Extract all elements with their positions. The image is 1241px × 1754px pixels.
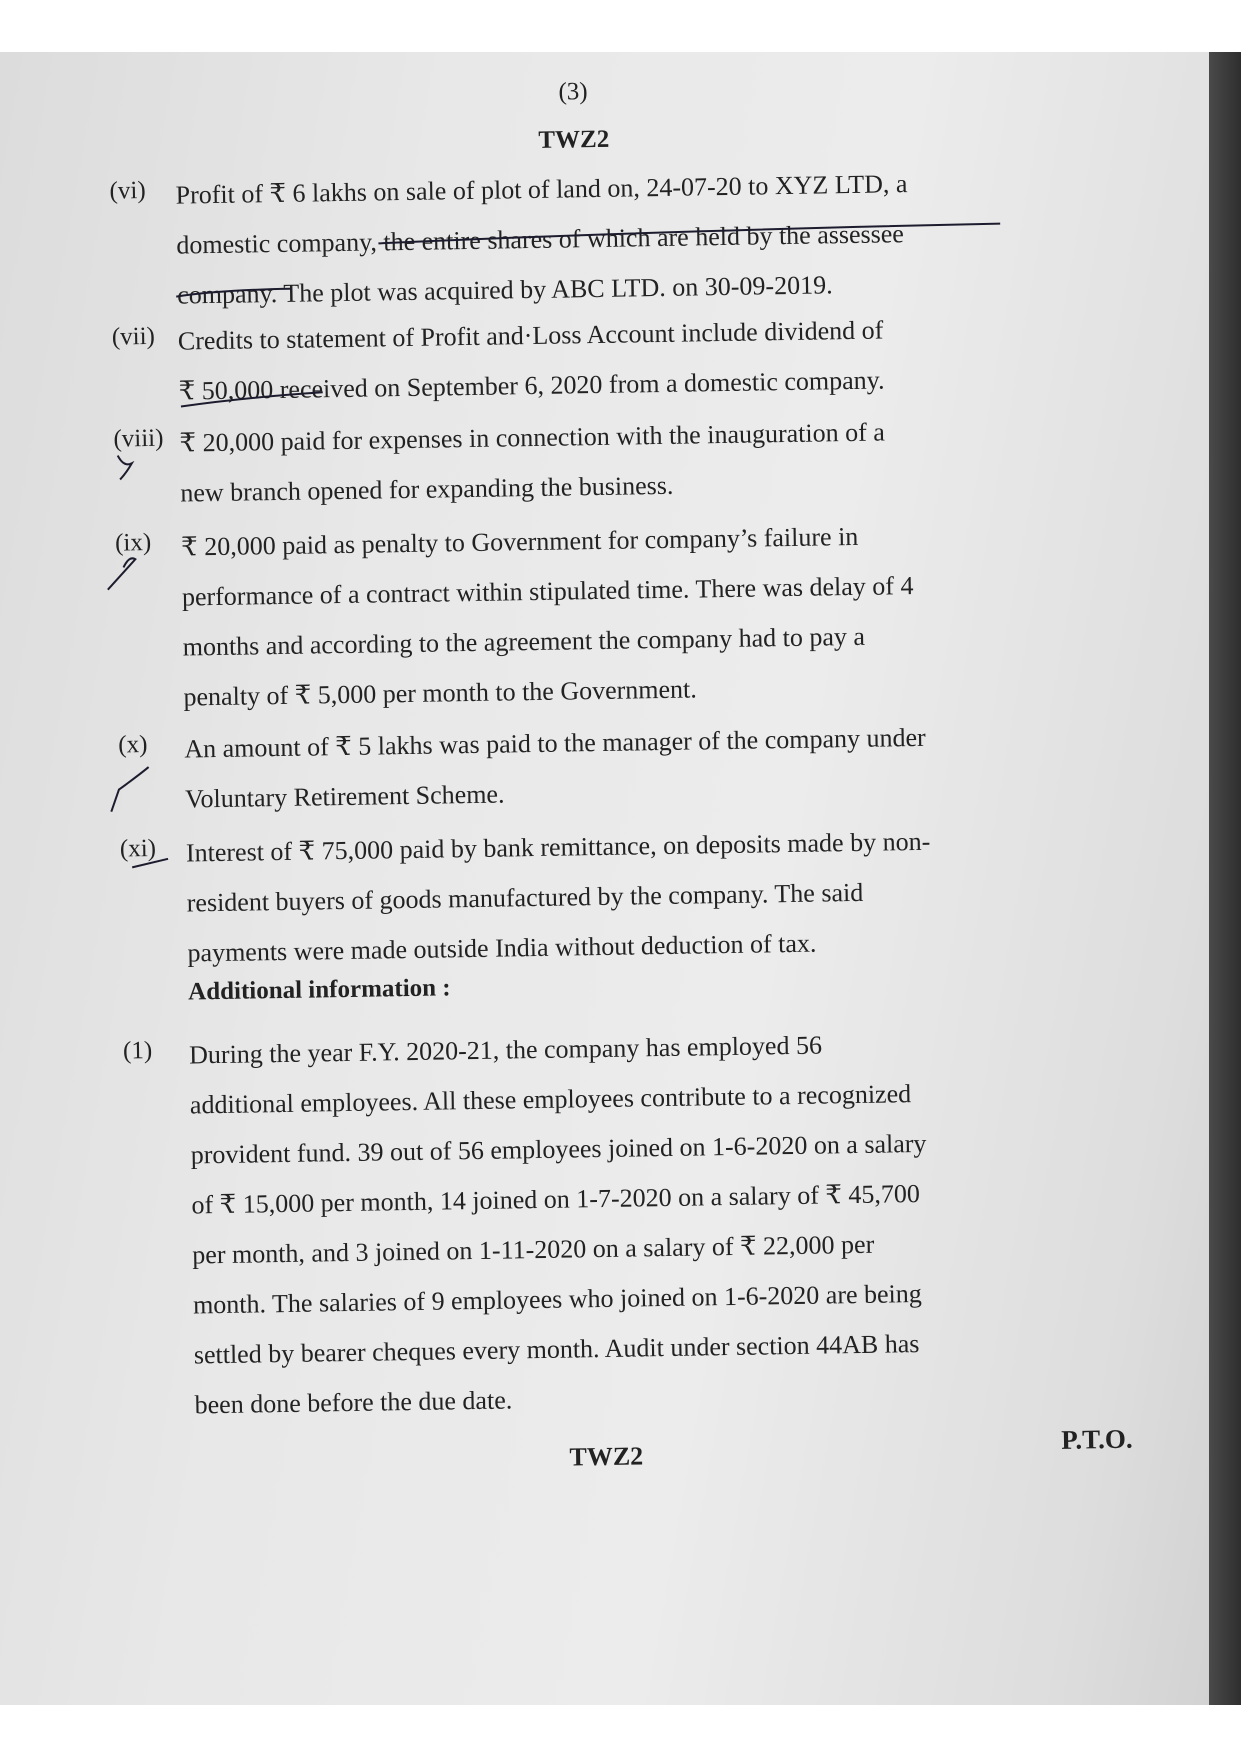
text-line: ₹ 20,000 paid for expenses in connection with the inauguration of a <box>179 417 886 458</box>
photo-dark-edge <box>1209 52 1241 1705</box>
underline-mark <box>176 289 291 297</box>
text-line: An amount of ₹ 5 lakhs was paid to the manager of the company under <box>184 722 926 764</box>
underline-mark <box>181 392 323 406</box>
text-line: settled by bearer cheques every month. Audit under section 44AB has <box>193 1329 920 1370</box>
text-line: been done before the due date. <box>194 1385 513 1420</box>
text-line: new branch opened for expanding the business. <box>180 470 674 508</box>
text-line: Interest of ₹ 75,000 paid by bank remittance, on deposits made by non- <box>185 826 931 868</box>
text-line: Credits to statement of Profit and·Loss Account include dividend of <box>177 315 884 356</box>
pto-label: P.T.O. <box>1061 1423 1133 1455</box>
text-line: Voluntary Retirement Scheme. <box>184 779 505 814</box>
item-number: (xi) <box>119 834 157 863</box>
text-line: performance of a contract within stipulated time. There was delay of 4 <box>181 571 914 612</box>
text-line: additional employees. All these employees contribute to a recognized <box>189 1079 912 1120</box>
item-number: (viii) <box>113 424 164 453</box>
pen-annotations <box>0 52 1222 1705</box>
additional-info-heading: Additional information : <box>187 974 451 1006</box>
underline-mark <box>378 224 1000 244</box>
item-number: (1) <box>122 1037 153 1065</box>
document-photo <box>0 52 1241 1705</box>
text-line: Profit of ₹ 6 lakhs on sale of plot of land on, 24-07-20 to XYZ LTD, a <box>175 169 908 210</box>
tick-mark <box>107 558 135 589</box>
text-line: of ₹ 15,000 per month, 14 joined on 1-7-2020 on a salary of ₹ 45,700 <box>191 1179 921 1220</box>
text-line: month. The salaries of 9 employees who joined on 1-6-2020 are being <box>192 1279 922 1320</box>
tick-mark <box>118 455 132 479</box>
exam-page <box>0 52 1222 1705</box>
text-line: During the year F.Y. 2020-21, the company has employed 56 <box>188 1030 823 1070</box>
paper-code-footer: TWZ2 <box>569 1441 644 1472</box>
page-number: (3) <box>558 78 588 106</box>
text-line: provident fund. 39 out of 56 employees joined on 1-6-2020 on a salary <box>190 1128 927 1170</box>
tick-mark <box>111 767 150 812</box>
text-line: ₹ 20,000 paid as penalty to Government for company’s failure in <box>180 521 859 562</box>
text-line: company. The plot was acquired by ABC LTD. on 30-09-2019. <box>176 270 833 310</box>
text-line: payments were made outside India without deduction of tax. <box>187 928 817 968</box>
item-number: (vii) <box>111 322 156 351</box>
text-line: resident buyers of goods manufactured by the company. The said <box>186 877 864 918</box>
item-number: (ix) <box>114 529 152 557</box>
text-line: per month, and 3 joined on 1-11-2020 on a salary of ₹ 22,000 per <box>192 1229 875 1270</box>
text-line: months and according to the agreement the company had to pay a <box>182 621 866 662</box>
text-line: ₹ 50,000 received on September 6, 2020 from a domestic company. <box>178 365 885 406</box>
strike-mark <box>132 859 168 868</box>
item-number: (vi) <box>109 177 146 205</box>
item-number: (x) <box>118 731 148 759</box>
text-line: domestic company, the entire shares of which are held by the assessee <box>176 219 905 260</box>
paper-code-header: TWZ2 <box>538 125 610 154</box>
text-line: penalty of ₹ 5,000 per month to the Government. <box>183 674 698 712</box>
